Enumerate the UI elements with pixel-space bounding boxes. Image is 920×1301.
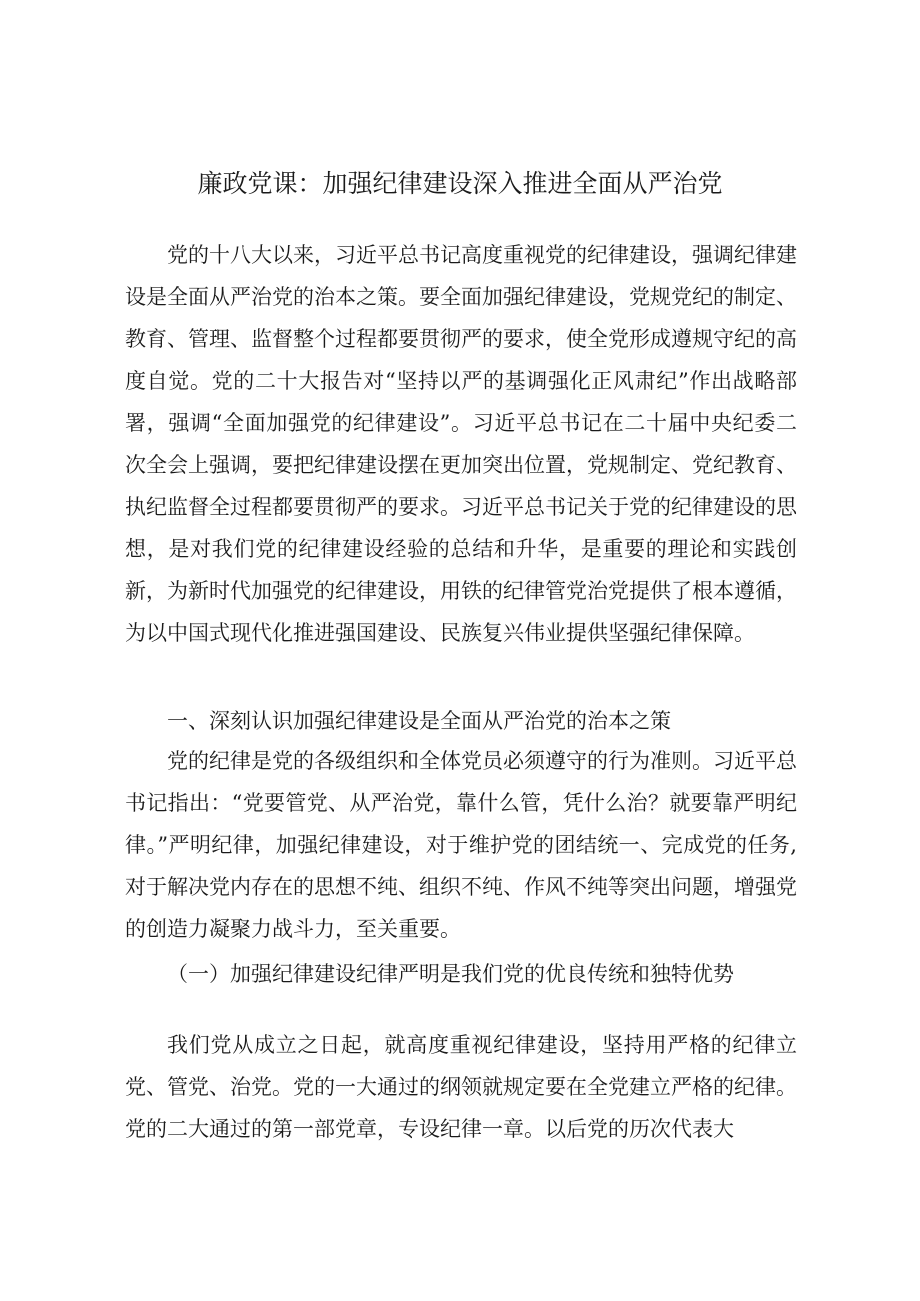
- subsection-1-paragraph: 我们党从成立之日起，就高度重视纪律建设，坚持用严格的纪律立党、管党、治党。党的一大通过的纲领就规定要在全党建立严格的纪律。党的二大通过的第一部党章，专设纪律一章。以后党的历次代表大: [125, 1033, 797, 1141]
- intro-paragraph: 党的十八大以来，习近平总书记高度重视党的纪律建设，强调纪律建设是全面从严治党的治本之策。要全面加强纪律建设，党规党纪的制定、教育、管理、监督整个过程都要贯彻严的要求，使全党形成遵规守纪的高度自觉。党的二十大报告对“坚持以严的基调强化正风肃纪”作出战略部署，强调“全面加强党的纪律建设”。习近平总书记在二十届中央纪委二次全会上强调，要把纪律建设摆在更加突出位置，党规制定、党纪教育、执纪监督全过程都要贯彻严的要求。习近平总书记关于党的纪律建设的思想，是对我们党的纪律建设经验的总结和升华，是重要的理论和实践创新，为新时代加强党的纪律建设，用铁的纪律管党治党提供了根本遵循，为以中国式现代化推进强国建设、民族复兴伟业提供坚强纪律保障。: [125, 243, 797, 645]
- document-title: 廉政党课：加强纪律建设深入推进全面从严治党: [197, 169, 723, 198]
- section-heading-1: 一、深刻认识加强纪律建设是全面从严治党的治本之策: [167, 709, 671, 733]
- subsection-heading-1: （一）加强纪律建设纪律严明是我们党的优良传统和独特优势: [167, 962, 734, 986]
- section-1-paragraph: 党的纪律是党的各级组织和全体党员必须遵守的行为准则。习近平总书记指出：“党要管党、从严治党，靠什么管，凭什么治？就要靠严明纪律。”严明纪律，加强纪律建设，对于维护党的团结统一、完成党的任务,对于解决党内存在的思想不纯、组织不纯、作风不纯等突出问题，增强党的创造力凝聚力战斗力，至关重要。: [125, 749, 797, 941]
